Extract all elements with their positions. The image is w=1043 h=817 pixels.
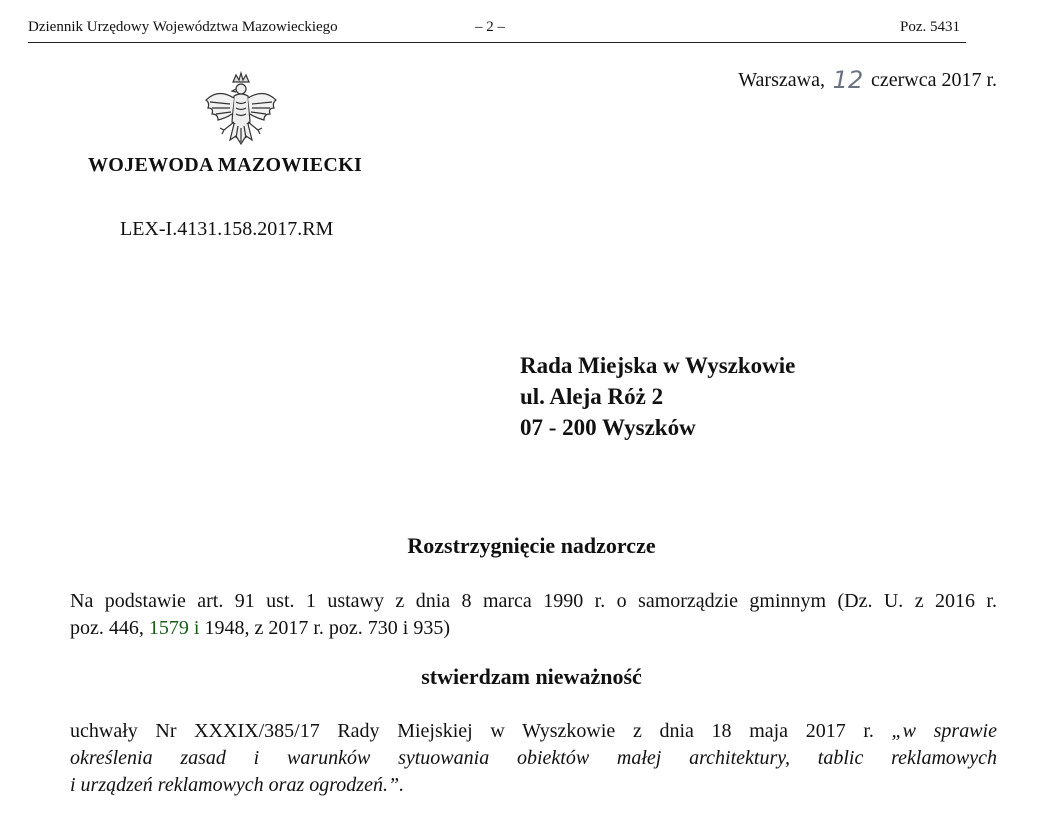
case-reference: LEX-I.4131.158.2017.RM [120,218,334,240]
position-number: Poz. 5431 [900,19,960,35]
legal-basis [70,588,997,642]
date-place: Warszawa, [738,69,825,91]
polish-eagle-emblem-icon [196,70,286,160]
addressee-city: 07 - 200 Wyszków [520,415,696,440]
basis-part-c: 1948, z 2017 r. poz. 730 i 935) [199,617,450,639]
resolution-text [70,718,997,799]
decision-title: Rozstrzygnięcie nadzorcze [407,533,656,558]
addressee-name: Rada Miejska w Wyszkowie [520,353,796,378]
legal-basis-line-1: Na podstawie art. 91 ust. 1 ustawy z dnia 8 marca 1990 r. o samorządzie gminnym (Dz. U. z 2016 r. [70,590,997,612]
basis-part-b: 1579 i [148,617,200,639]
issuer-title: WOJEWODA MAZOWIECKI [88,154,363,176]
addressee-block [520,350,795,443]
resolution-part-b: „w sprawie [891,720,997,742]
basis-part-a: poz. 446, [70,617,149,639]
date-line [738,64,997,92]
page-number: – 2 – [475,19,505,35]
declaration-heading: stwierdzam nieważność [421,664,642,689]
handwritten-day: 12 [832,66,864,94]
journal-title: Dziennik Urzędowy Województwa Mazowieckiego [28,19,338,35]
journal-header [28,16,966,43]
addressee-street: ul. Aleja Róż 2 [520,384,664,409]
resolution-line-1 [70,718,997,745]
legal-basis-line-2 [70,615,997,642]
resolution-line-3: i urządzeń reklamowych oraz ogrodzeń.”. [70,774,405,796]
resolution-line-2: określenia zasad i warunków sytuowania obiektów małej architektury, tablic reklamowych [70,747,997,769]
date-month-year: czerwca 2017 r. [870,69,997,91]
resolution-part-a: uchwały Nr XXXIX/385/17 Rady Miejskiej w Wyszkowie z dnia 18 maja 2017 r. [70,720,892,742]
